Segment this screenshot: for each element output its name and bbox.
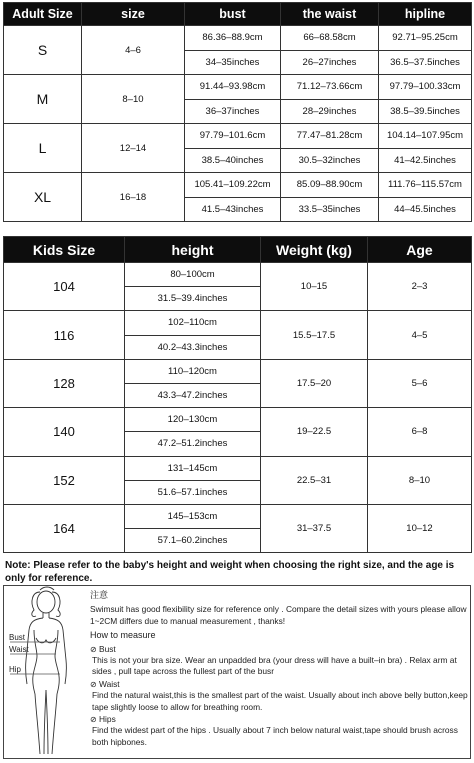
table-row	[4, 263, 472, 287]
height-inch-cell: 47.2–51.2inches	[125, 432, 261, 456]
adult-size-cell: M	[4, 75, 82, 124]
age-cell: 4–5	[368, 311, 472, 359]
waist-inch-cell: 30.5–32inches	[281, 148, 379, 173]
adult-header-bust: bust	[185, 3, 281, 26]
hip-cm-cell: 104.14–107.95cm	[379, 124, 472, 149]
kids-size-cell: 104	[4, 263, 125, 311]
measurement-guide	[3, 585, 471, 759]
weight-cell: 31–37.5	[261, 504, 368, 552]
adult-size-cell: S	[4, 26, 82, 75]
height-cm-cell: 102–110cm	[125, 311, 261, 335]
kids-size-cell: 152	[4, 456, 125, 504]
hip-inch-cell: 38.5–39.5inches	[379, 99, 472, 124]
bust-cm-cell: 91.44–93.98cm	[185, 75, 281, 100]
age-cell: 2–3	[368, 263, 472, 311]
waist-inch-cell: 33.5–35inches	[281, 197, 379, 222]
adult-number-cell: 12–14	[82, 124, 185, 173]
bust-cm-cell: 86.36–88.9cm	[185, 26, 281, 51]
waist-inch-cell: 26–27inches	[281, 50, 379, 75]
height-cm-cell: 145–153cm	[125, 504, 261, 528]
kids-size-table	[3, 236, 472, 553]
table-row	[4, 124, 472, 149]
kids-size-cell: 128	[4, 359, 125, 407]
hips-instructions: Find the widest part of the hips . Usually about 7 inch below natural waist,tape should brush across both hipbones.	[92, 725, 458, 747]
hip-inch-cell: 41–42.5inches	[379, 148, 472, 173]
kids-header-weight: Weight (kg)	[261, 237, 368, 263]
waist-instructions: Find the natural waist,this is the smallest part of the waist. Usually about inch above belly button,keep tape slightly loose to allow for breathing room.	[92, 690, 468, 712]
height-inch-cell: 51.6–57.1inches	[125, 480, 261, 504]
height-cm-cell: 120–130cm	[125, 408, 261, 432]
height-inch-cell: 43.3–47.2inches	[125, 383, 261, 407]
waist-cm-cell: 77.47–81.28cm	[281, 124, 379, 149]
weight-cell: 22.5–31	[261, 456, 368, 504]
bust-cm-cell: 105.41–109.22cm	[185, 173, 281, 198]
age-cell: 10–12	[368, 504, 472, 552]
height-cm-cell: 80–100cm	[125, 263, 261, 287]
bust-cm-cell: 97.79–101.6cm	[185, 124, 281, 149]
hips-heading: Hips	[99, 714, 116, 725]
kids-size-cell: 116	[4, 311, 125, 359]
waist-heading: Waist	[99, 678, 120, 689]
adult-number-cell: 8–10	[82, 75, 185, 124]
height-inch-cell: 31.5–39.4inches	[125, 287, 261, 311]
kids-size-cell: 140	[4, 408, 125, 456]
table-row	[4, 504, 472, 528]
guide-intro: Swimsuit has good flexibility size for reference only . Compare the detail sizes with yours please allow 1~2CM differs due to manual measurement , thanks!	[90, 604, 467, 626]
body-figure-illustration	[4, 586, 86, 758]
how-to-measure-heading: How to measure	[90, 630, 156, 641]
kids-header-size: Kids Size	[4, 237, 125, 263]
hip-inch-cell: 36.5–37.5inches	[379, 50, 472, 75]
table-row	[4, 75, 472, 100]
adult-header-size-number: size	[82, 3, 185, 26]
adult-header-size-label: Adult Size	[4, 3, 82, 26]
circle-arrow-icon: ⊘	[90, 715, 97, 725]
adult-size-cell: L	[4, 124, 82, 173]
guide-title: 注意	[90, 590, 109, 600]
waist-cm-cell: 66–68.58cm	[281, 26, 379, 51]
table-row	[4, 359, 472, 383]
weight-cell: 10–15	[261, 263, 368, 311]
hip-cm-cell: 92.71–95.25cm	[379, 26, 472, 51]
circle-arrow-icon: ⊘	[90, 679, 97, 689]
table-row	[4, 408, 472, 432]
circle-arrow-icon: ⊘	[90, 644, 97, 654]
height-cm-cell: 110–120cm	[125, 359, 261, 383]
figure-label-waist: Waist	[9, 645, 29, 654]
adult-size-cell: XL	[4, 173, 82, 222]
kids-header-row	[4, 237, 472, 263]
age-cell: 8–10	[368, 456, 472, 504]
waist-cm-cell: 71.12–73.66cm	[281, 75, 379, 100]
waist-cm-cell: 85.09–88.90cm	[281, 173, 379, 198]
bust-heading: Bust	[99, 643, 116, 654]
bust-inch-cell: 36–37inches	[185, 99, 281, 124]
age-cell: 5–6	[368, 359, 472, 407]
figure-label-hip: Hip	[9, 665, 22, 674]
adult-number-cell: 16–18	[82, 173, 185, 222]
table-row	[4, 26, 472, 51]
kids-header-age: Age	[368, 237, 472, 263]
table-row	[4, 311, 472, 335]
hip-cm-cell: 111.76–115.57cm	[379, 173, 472, 198]
adult-size-table	[3, 2, 472, 222]
hip-cm-cell: 97.79–100.33cm	[379, 75, 472, 100]
adult-header-row	[4, 3, 472, 26]
guide-text-block	[90, 590, 468, 748]
bust-inch-cell: 34–35inches	[185, 50, 281, 75]
bust-inch-cell: 41.5–43inches	[185, 197, 281, 222]
adult-number-cell: 4–6	[82, 26, 185, 75]
adult-header-waist: the waist	[281, 3, 379, 26]
bust-instructions: This is not your bra size. Wear an unpadded bra (your dress will have a built–in bra) . Relax arm at sides , pull tape across the fullest part of the busr	[92, 655, 457, 677]
reference-note: Note: Please refer to the baby's height and weight when choosing the right size, and the age is only for reference.	[5, 560, 455, 584]
table-row	[4, 456, 472, 480]
adult-header-hipline: hipline	[379, 3, 472, 26]
bust-inch-cell: 38.5–40inches	[185, 148, 281, 173]
weight-cell: 15.5–17.5	[261, 311, 368, 359]
height-inch-cell: 57.1–60.2inches	[125, 529, 261, 553]
figure-label-bust: Bust	[9, 633, 26, 642]
weight-cell: 19–22.5	[261, 408, 368, 456]
kids-size-cell: 164	[4, 504, 125, 552]
height-cm-cell: 131–145cm	[125, 456, 261, 480]
kids-header-height: height	[125, 237, 261, 263]
hip-inch-cell: 44–45.5inches	[379, 197, 472, 222]
age-cell: 6–8	[368, 408, 472, 456]
height-inch-cell: 40.2–43.3inches	[125, 335, 261, 359]
weight-cell: 17.5–20	[261, 359, 368, 407]
table-row	[4, 173, 472, 198]
waist-inch-cell: 28–29inches	[281, 99, 379, 124]
